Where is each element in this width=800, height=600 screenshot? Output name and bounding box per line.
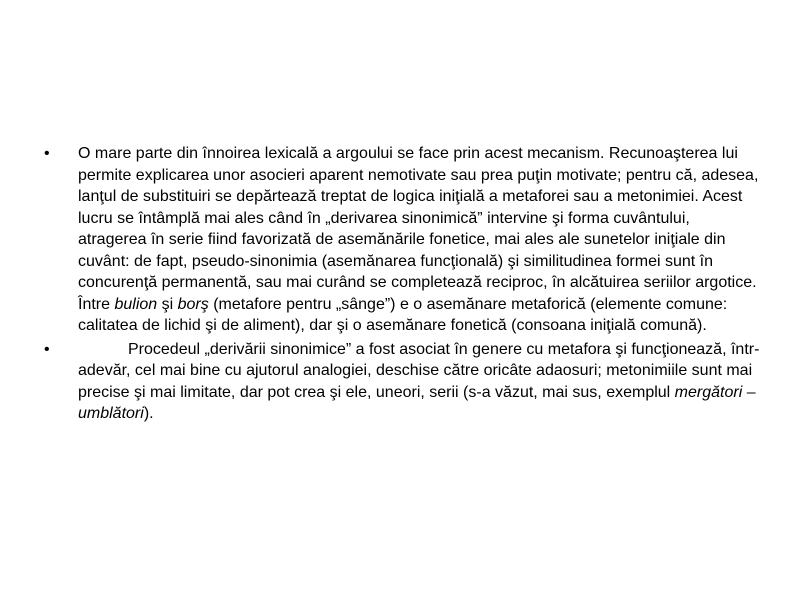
term-mergatori-umblatori: mergători – umblători xyxy=(78,383,756,422)
paragraph-2-text: Procedeul „derivării sinonimice” a fost asociat în genere cu metafora şi funcţionează, într-adevăr, cel mai bine cu ajutorul analogiei, deschise către oricâte adaosuri; metonimiile sunt mai precise şi mai limitate, dar pot crea şi ele, uneori, serii (s-a văzut, mai sus, exemplul xyxy=(78,340,760,401)
paragraph-1-continuation: (metafore pentru „sânge”) e o asemănare metaforică (elemente comune: calitatea de lichid şi de aliment), dar şi o asemănare fonetică (consoana iniţială comună). xyxy=(78,295,728,334)
bullet-paragraph-1 xyxy=(40,143,760,337)
term-bors: borş xyxy=(177,295,209,313)
paragraph-1-conjunction: şi xyxy=(157,295,178,313)
term-bulion: bulion xyxy=(114,295,158,313)
paragraph-1-text: O mare parte din înnoirea lexicală a argoului se face prin acest mecanism. Recunoaşterea lui permite explicarea unor asocieri aparent nemotivate sau prea puţin motivate; pentru că, adesea, lanţul de substituiri se depărtează treptat de logica iniţială a metaforei sau a metonimiei. Acest lucru se întâmplă mai ales când în „derivarea sinonimică” intervine şi forma cuvântului, atragerea în serie fiind favorizată de asemănările fonetice, mai ales ale sunetelor iniţiale din cuvânt: de fapt, pseudo-sinonimia (asemănarea funcţională) şi similitudinea formei sunt în concurenţă permanentă, sau mai curând se completează reciproc, în alcătuirea seriilor argotice. Între xyxy=(78,145,759,313)
bullet-icon: • xyxy=(44,145,50,162)
bullet-icon: • xyxy=(44,340,50,358)
paragraph-2-end: ). xyxy=(143,405,154,422)
bullet-paragraph-2 xyxy=(40,339,760,425)
bullet-list xyxy=(40,143,760,427)
